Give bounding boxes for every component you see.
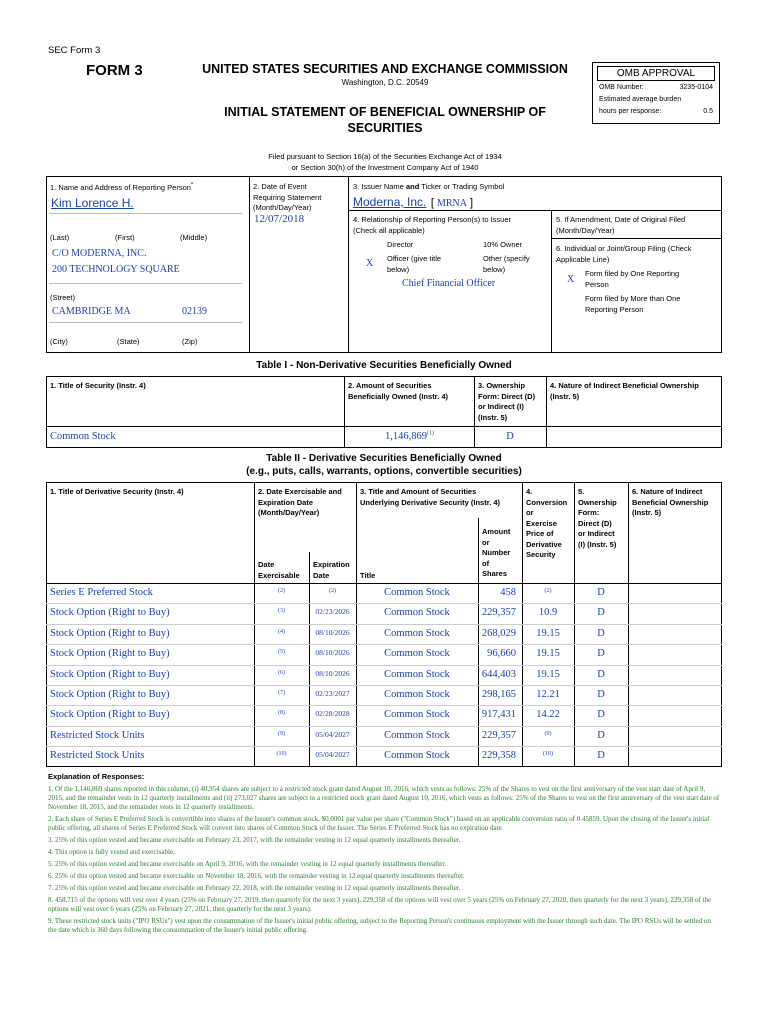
t2-row-underlying-title: Common Stock [384,709,450,721]
t2-col5-header-line: (I) (Instr. 5) [578,539,617,549]
t2-row-price: 14.22 [536,709,560,721]
t2-col5-header [578,487,617,550]
t2-row-shares: 229,357 [481,729,516,741]
zip-label: (Zip) [182,337,198,346]
t2-row-expiration: 05/04/2027 [315,750,350,760]
omb-burden-label: Estimated average burden [599,96,682,103]
explanation-note: 5. 25% of this option vested and became exercisable on April 9, 2016, with the remainder vesting in 12 equal quarterly installments thereafter. [48,860,447,868]
t2-col4-header-line: Derivative [526,539,562,549]
t2-row-title: Stock Option (Right to Buy) [50,627,170,639]
t2-row-underlying-title: Common Stock [384,689,450,700]
t2-col1-header: 1. Title of Derivative Security (Instr. 4) [50,487,184,496]
explanation-note: 1. Of the 1,146,869 shares reported in this column, (i) 40,954 shares are subject to a restricted stock grant dated August 10, 2016, which vests as follows: 25% of the Shares to vest on the first anniversary of the vest start date of April 9, 2015, and the remainder vests in 12 quarterly installments and (ii) 273,027 shares are subject to a restricted stock grant dated August 10, 2016, which vests as follows: 25% of the Shares to vest on the first anniversary of the vest start date of November 18, 2015, and the remainder vests in 12 quarterly installments. [48,785,720,811]
t2-amount-header [482,527,510,580]
t2-row-expiration: 02/28/2028 [315,709,350,719]
explanation-note: 8. 458,715 of the options will vest over 4 years (25% on February 27, 2019, then quarterly for the next 3 years), 229,358 of the options will vest over 5 years (25% on February 27, 2020, then quarterly for the next 3 years), 229,358 of the options will vest over 6 years (25% on February 27, 2021, then quarterly for the next 3 years). [48,896,712,913]
t2-row-price: 19.15 [536,627,560,639]
t2-title-header: Title [360,571,376,580]
t2-row-title: Restricted Stock Units [50,729,145,741]
t2-row-expiration: 02/23/2026 [315,607,350,617]
t2-row-price: (9) [544,730,552,737]
t2-row-title: Stock Option (Right to Buy) [50,709,170,721]
explanation-note: 6. 25% of this option vested and became exercisable on November 18, 2016, with the remainder vesting in 12 equal quarterly installments thereafter. [48,872,465,880]
filed-pursuant: Filed pursuant to Section 16(a) of the Securities Exchange Act of 1934 or Section 30(h) of the Investment Company Act of 1940 [268,152,502,172]
t2-col6-header [632,487,708,519]
t1-row-amount: 1,146,869$^{(1)}$ [385,430,434,442]
t2-row-underlying-title: Common Stock [384,587,450,598]
t2-col6-header-line: 6. Nature of Indirect [632,487,703,496]
explanation-title: Explanation of Responses: [48,772,145,781]
t2-row-form: D [597,668,605,680]
omb-title: OMB APPROVAL [597,66,715,81]
address-line1: C/O MODERNA, INC. [52,248,147,259]
form-number: FORM 3 [86,62,143,79]
t2-row-date-exercisable: (4) [278,628,285,635]
t2-row-title: Series E Preferred Stock [50,587,153,598]
t2-amount-header-line: Shares [482,569,508,578]
one-person-label: Form filed by One Reporting Person [585,269,680,289]
t2-row-expiration: 08/10/2026 [315,668,350,678]
city-label: (City) [50,337,68,346]
t2-row-price: 19.15 [536,668,560,680]
t2-row-price: (10) [543,751,553,758]
t2-row-date-exercisable: (7) [278,690,285,696]
explanation-notes [48,785,720,938]
statement-title: INITIAL STATEMENT OF BENEFICIAL OWNERSHIP OF SECURITIES [224,105,546,135]
t2-col4-header-line: or [526,508,534,517]
explanation-note: 9. These restricted stock units ("IPO RSUs") vest upon the consummation of the Issuer's initial public offering, subject to the Reporting Person's continuous employment with the Issuer through such date. The IPO RSUs will be settled on the date which is 360 days following the consummation of the Issuer's initial public offering. [48,917,711,934]
t2-row-price: 19.15 [536,648,560,660]
t2-row-shares: 298,165 [481,689,516,700]
t2-col6-header-line: Beneficial Ownership [632,497,709,507]
box4-label: 4. Relationship of Reporting Person(s) to Issuer (Check all applicable) [353,215,511,235]
t2-col5-header-line: Ownership [578,497,617,507]
commission-location: Washington, D.C. 20549 [341,78,429,87]
t2-amount-header-line: of [482,558,490,568]
t2-col5-header-line: Form: [578,508,600,517]
first-label: (First) [115,233,135,242]
t2-row-underlying-title: Common Stock [384,668,450,680]
ten-pct-owner-label: 10% Owner [483,240,523,249]
t2-row-date-exercisable: (6) [278,669,285,676]
officer-checkmark[interactable]: X [366,258,374,269]
t2-expiration-header: Expiration Date [313,560,350,580]
director-label: Director [387,240,414,249]
t2-col3-header: 3. Title and Amount of Securities Underlying Derivative Security (Instr. 4) [360,487,501,507]
t2-amount-header-line: Number [482,548,511,557]
sec-form-label: SEC Form 3 [48,45,101,56]
t2-row-form: D [597,689,605,700]
t2-row-price: 12.21 [536,689,560,700]
t2-col4-header-line: Conversion [526,497,568,507]
t1-row-title: Common Stock [50,431,116,442]
t2-col5-header-line: Direct (D) [578,518,612,528]
t2-amount-header-line: Amount [482,527,511,536]
last-label: (Last) [50,233,70,242]
issuer-line: Moderna, Inc. [ MRNA ] [353,195,474,209]
t2-row-underlying-title: Common Stock [384,627,450,639]
t2-row-shares: 917,431 [481,709,516,721]
t2-row-underlying-title: Common Stock [384,648,450,660]
t2-col6-header-line: (Instr. 5) [632,508,662,517]
t2-row-form: D [597,648,605,660]
box6-label: 6. Individual or Joint/Group Filing (Check Applicable Line) [556,244,692,264]
middle-label: (Middle) [180,233,208,242]
reporting-person-name[interactable]: Kim Lorence H. [51,196,134,210]
t2-row-underlying-title: Common Stock [384,750,450,762]
t2-row-shares: 229,357 [481,607,516,619]
officer-title: Chief Financial Officer [402,278,496,289]
one-person-checkmark[interactable]: X [567,274,575,285]
t2-col5-header-line: or Indirect [578,529,615,538]
t2-row-form: D [597,587,605,598]
t2-row-date-exercisable: (2) [278,588,285,594]
t2-row-title: Stock Option (Right to Buy) [50,668,170,680]
t2-col4-header-line: Exercise [526,518,557,528]
t2-row-title: Stock Option (Right to Buy) [50,607,170,619]
t1-col1-header: 1. Title of Security (Instr. 4) [50,381,146,390]
ticker-symbol: MRNA [436,198,467,209]
omb-hours-label: hours per response: [599,108,662,115]
t2-row-underlying-title: Common Stock [384,729,450,741]
t2-row-title: Stock Option (Right to Buy) [50,648,170,660]
box2-label: 2. Date of Event Requiring Statement (Month/Day/Year) [253,182,322,212]
explanation-note: 2. Each share of Series E Preferred Stock is convertible into shares of the Issuer's common stock, $0.0001 par value per share ("Common Stock") based on an applicable conversion ratio of 0.45859. Upon the closing of the Issuer's initial public offering, all shares of Series E Preferred Stock will convert into shares of Common Stock of the Issuer. The Series E Preferred Stock has no expiration date. [48,815,710,832]
omb-box [592,62,720,124]
t2-row-expiration: 02/23/2027 [315,689,350,698]
t2-row-form: D [597,750,605,762]
state-label: (State) [117,337,140,346]
box5-label: 5. If Amendment, Date of Original Filed (Month/Day/Year) [556,215,686,235]
t2-row-form: D [597,709,605,721]
explanation-note: 3. 25% of this option vested and became exercisable on February 23, 2017, with the remainder vesting in 12 equal quarterly installments thereafter. [48,836,461,844]
t2-row-price: (2) [544,588,552,594]
t2-row-date-exercisable: (5) [278,649,285,656]
t2-row-expiration: (2) [329,588,336,594]
t2-row-title: Stock Option (Right to Buy) [50,689,170,700]
t2-row-date-exercisable: (3) [278,608,285,615]
t1-col3-header: 3. Ownership Form: Direct (D) or Indirect (I) (Instr. 5) [478,381,536,422]
explanation-note: 4. This option is fully vested and exercisable. [48,848,175,856]
t2-row-date-exercisable: (8) [278,710,285,717]
t2-row-shares: 96,660 [487,648,516,660]
table2-title: Table II - Derivative Securities Beneficially Owned (e.g., puts, calls, warrants, options, convertible securities) [246,453,522,477]
t2-col5-header-line: 5. [578,487,585,496]
issuer-name[interactable]: Moderna, Inc. [353,195,427,209]
box3-label: 3. Issuer Name and Ticker or Trading Symbol [353,182,505,191]
omb-number-value: 3235-0104 [679,84,713,91]
t2-row-shares: 644,403 [481,668,516,680]
city-value: CAMBRIDGE MA [52,306,131,317]
t1-col4-header: 4. Nature of Indirect Beneficial Ownership (Instr. 5) [550,381,699,401]
t2-row-expiration: 05/04/2027 [315,729,350,739]
t2-col4-header-line: Price of [526,529,554,538]
more-persons-label: Form filed by More than One Reporting Person [585,294,681,314]
t2-row-form: D [597,607,605,619]
t2-row-shares: 458 [500,587,516,598]
table1-title: Table I - Non-Derivative Securities Beneficially Owned [256,360,512,371]
t2-row-shares: 229,358 [481,750,516,762]
event-date: 12/07/2018 [254,213,305,225]
t2-row-underlying-title: Common Stock [384,607,450,619]
t1-col2-header: 2. Amount of Securities Beneficially Owned (Instr. 4) [348,381,449,401]
box1-label: 1. Name and Address of Reporting Person* [50,182,194,192]
t2-row-shares: 268,029 [481,627,516,639]
omb-number-label: OMB Number: [599,84,644,91]
t2-col4-header [526,487,567,561]
t2-row-expiration: 08/10/2026 [315,648,350,658]
t2-col4-header-line: 4. [526,487,533,496]
t2-date-exercisable-header: Date Exercisable [258,560,300,580]
other-label: Other (specify below) [483,254,530,274]
t2-row-date-exercisable: (10) [276,751,287,758]
officer-label: Officer (give title below) [387,254,442,274]
t2-row-form: D [597,729,605,741]
omb-hours-value: 0.5 [703,108,713,115]
t2-row-expiration: 08/10/2026 [315,627,350,637]
t2-row-form: D [597,627,605,639]
t2-col4-header-line: Security [526,550,556,559]
address-line2: 200 TECHNOLOGY SQUARE [52,264,180,275]
explanation-note: 7. 25% of this option vested and became exercisable on February 22, 2018, with the remainder vesting in 12 equal quarterly installments thereafter. [48,884,461,892]
street-label: (Street) [50,293,76,302]
t2-row-date-exercisable: (9) [278,730,285,737]
t2-row-price: 10.9 [538,607,558,619]
t2-row-title: Restricted Stock Units [50,750,145,762]
t2-amount-header-line: or [482,537,490,547]
commission-title: UNITED STATES SECURITIES AND EXCHANGE COMMISSION [202,62,568,76]
t2-col2-header: 2. Date Exercisable and Expiration Date (Month/Day/Year) [258,487,342,517]
zip-value: 02139 [182,306,207,317]
t1-row-form: D [506,431,514,442]
